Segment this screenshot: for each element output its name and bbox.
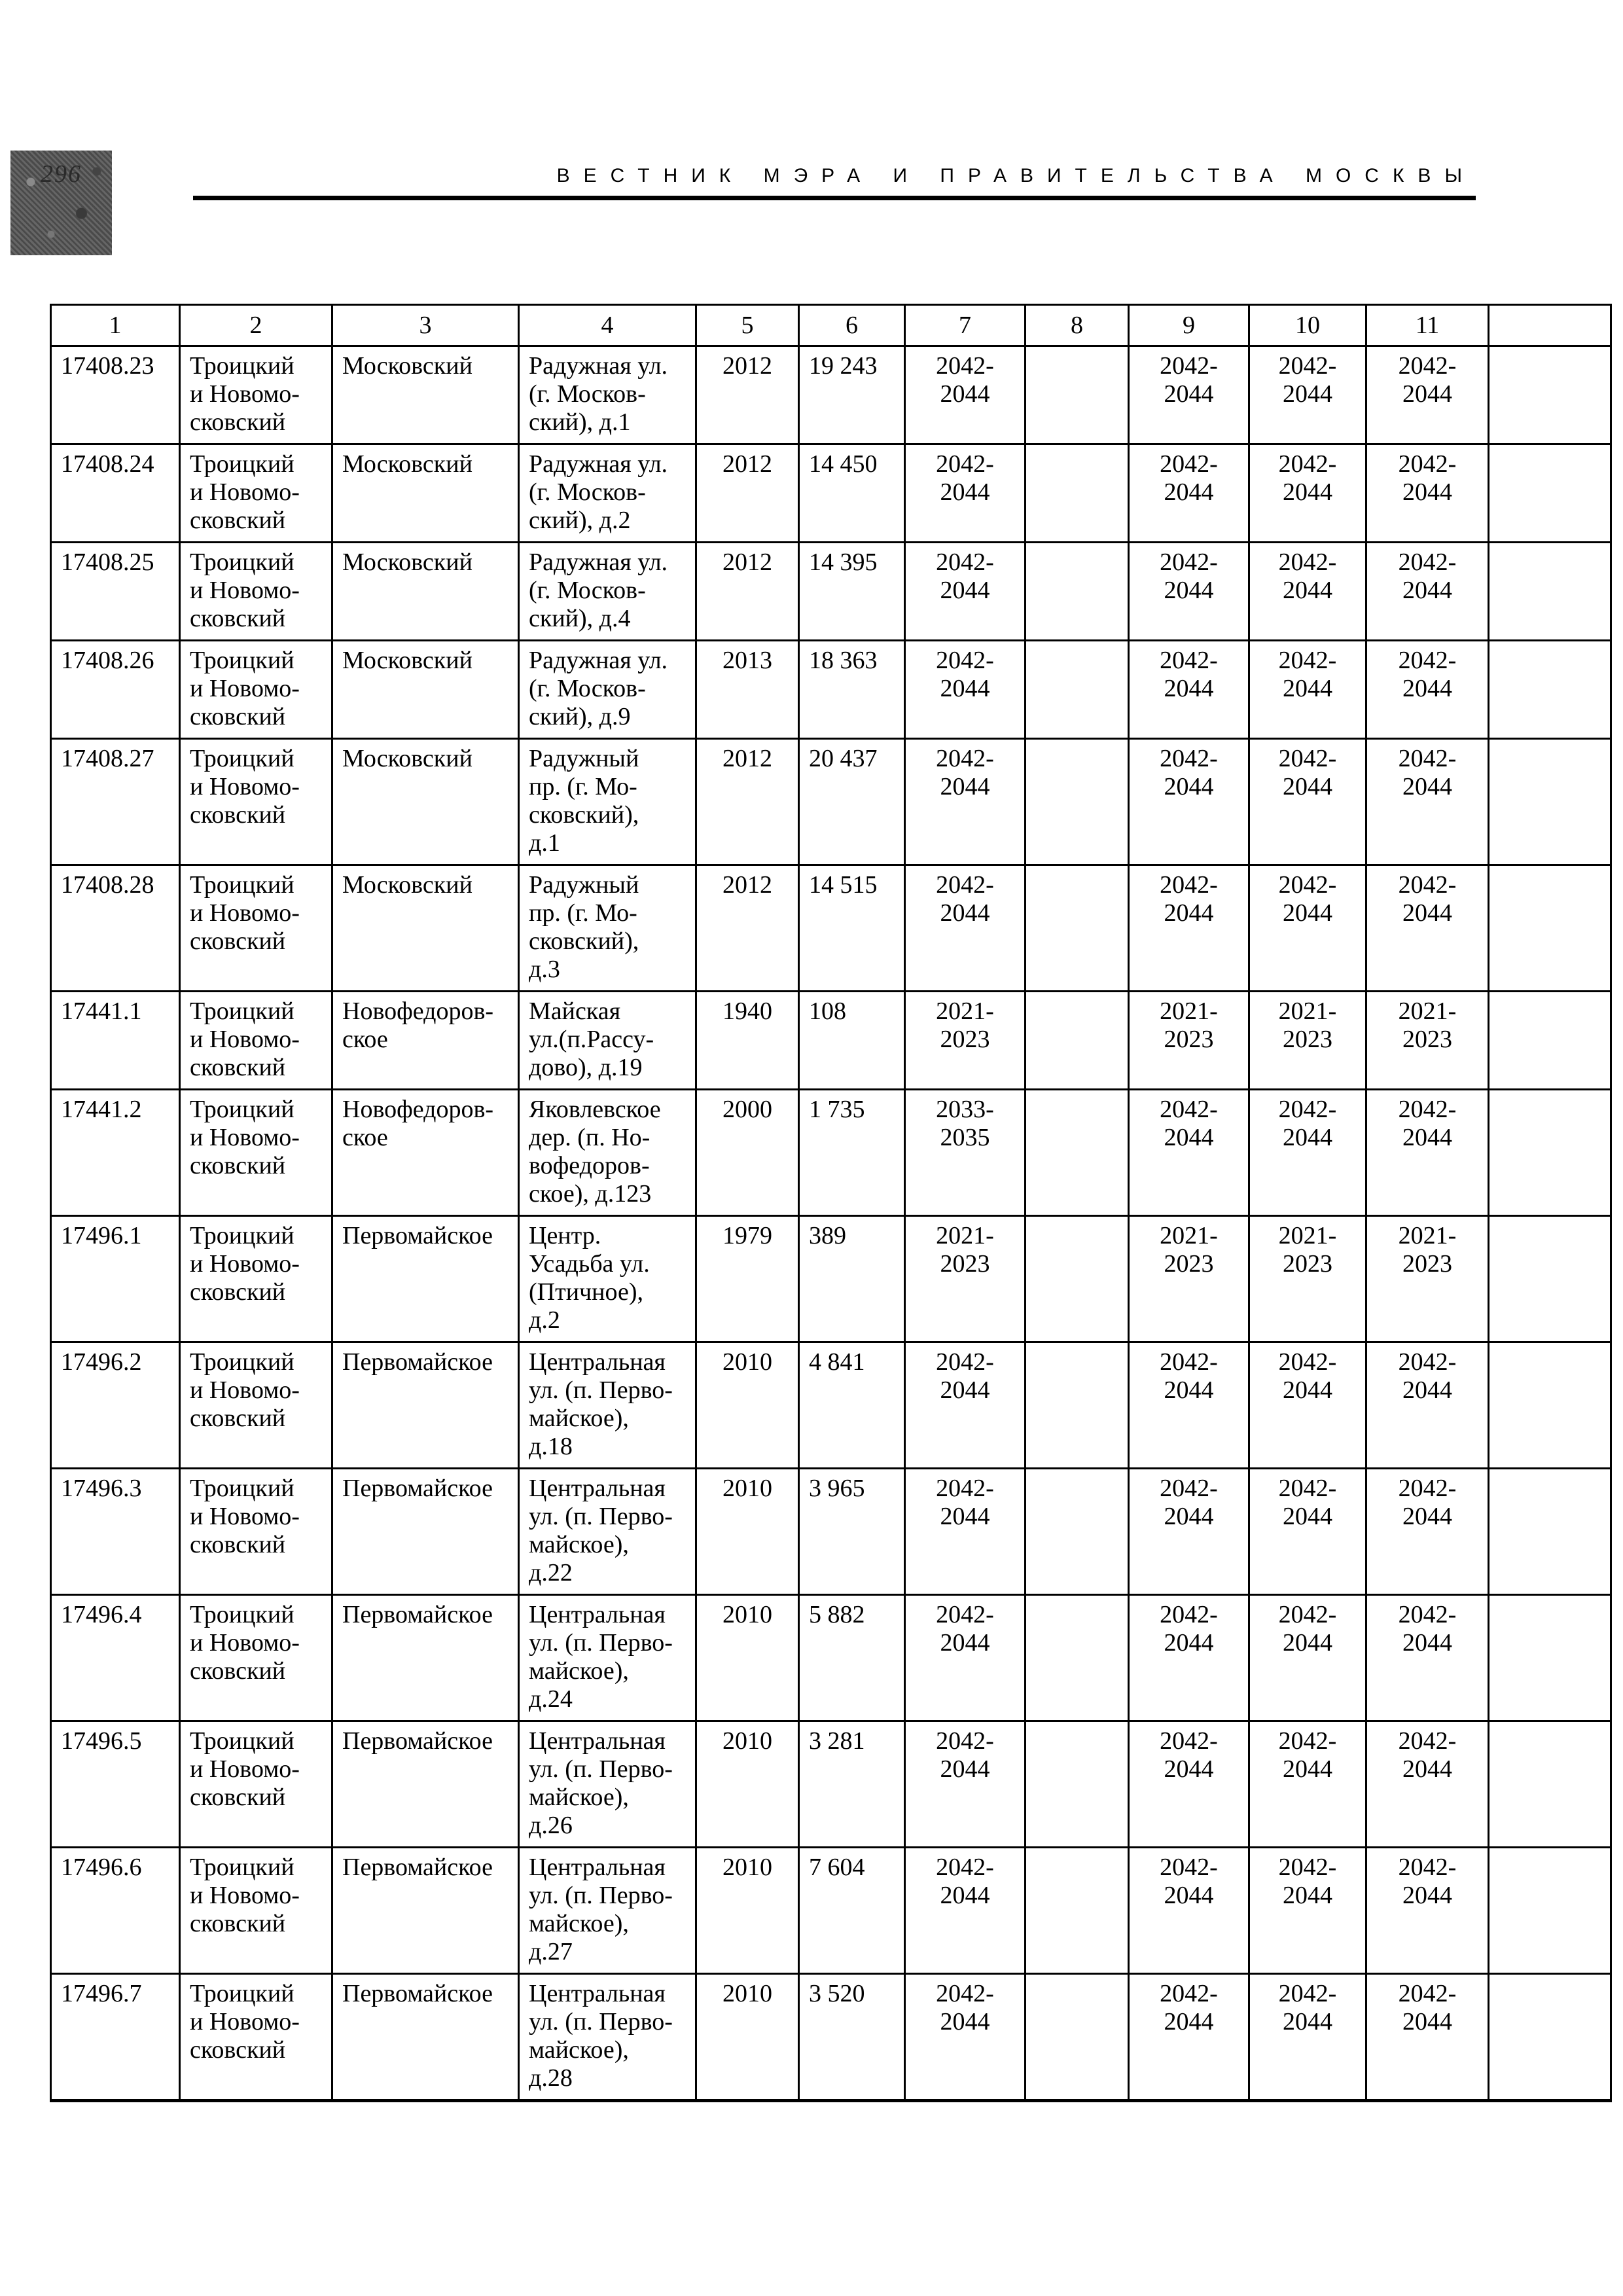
table-cell: 5 882 <box>799 1595 905 1721</box>
table-cell <box>1489 739 1611 865</box>
table-cell: 1940 <box>696 992 799 1090</box>
table-header <box>51 305 1611 346</box>
table-cell: 2042- 2044 <box>1249 641 1366 739</box>
table-cell <box>1026 1848 1129 1974</box>
table-cell: 108 <box>799 992 905 1090</box>
journal-title: ВЕСТНИК МЭРА И ПРАВИТЕЛЬСТВА МОСКВЫ <box>556 165 1476 187</box>
table-cell <box>1489 1469 1611 1595</box>
table-cell: Яковлевское дер. (п. Но- вофедоров- ское), д.123 <box>519 1090 696 1216</box>
table-cell: 2010 <box>696 1342 799 1469</box>
table-cell <box>1026 641 1129 739</box>
table-cell: 17441.2 <box>51 1090 180 1216</box>
table-cell: Центральная ул. (п. Перво- майское), д.26 <box>519 1721 696 1848</box>
table-cell: 20 437 <box>799 739 905 865</box>
table-cell <box>1026 543 1129 641</box>
table-cell <box>1026 1721 1129 1848</box>
table-cell: 2010 <box>696 1469 799 1595</box>
table-cell: 14 395 <box>799 543 905 641</box>
table-cell: 2021- 2023 <box>905 1216 1026 1342</box>
table-cell <box>1489 1595 1611 1721</box>
table-cell: Радужная ул. (г. Москов- ский), д.2 <box>519 444 696 543</box>
table-cell: Майская ул.(п.Рассу- дово), д.19 <box>519 992 696 1090</box>
table-cell: 2042- 2044 <box>1366 1848 1489 1974</box>
housing-schedule-table <box>50 304 1612 2102</box>
column-header: 6 <box>799 305 905 346</box>
table-cell: Троицкий и Новомо- сковский <box>180 992 332 1090</box>
table-cell: 2042- 2044 <box>1129 1595 1249 1721</box>
table-cell: 7 604 <box>799 1848 905 1974</box>
table-cell: 17496.6 <box>51 1848 180 1974</box>
table-cell: 2042- 2044 <box>1249 1848 1366 1974</box>
table-cell: Троицкий и Новомо- сковский <box>180 444 332 543</box>
table-cell <box>1026 992 1129 1090</box>
table-cell: Московский <box>332 739 519 865</box>
table-cell: 2021- 2023 <box>1366 992 1489 1090</box>
table-cell: 2042- 2044 <box>1249 1595 1366 1721</box>
table-cell: 2042- 2044 <box>1129 346 1249 444</box>
table-row <box>51 1090 1611 1216</box>
table-cell: Первомайское <box>332 1469 519 1595</box>
table-cell: 2012 <box>696 346 799 444</box>
table-cell: 3 281 <box>799 1721 905 1848</box>
table-cell: 17408.28 <box>51 865 180 992</box>
table-cell: Новофедоров- ское <box>332 992 519 1090</box>
table-cell: 2042- 2044 <box>1366 641 1489 739</box>
table-cell: 2042- 2044 <box>1249 1342 1366 1469</box>
table-cell: Троицкий и Новомо- сковский <box>180 1595 332 1721</box>
table-cell: Московский <box>332 543 519 641</box>
table-row <box>51 444 1611 543</box>
table-row <box>51 1469 1611 1595</box>
table-row <box>51 1848 1611 1974</box>
table-cell: Новофедоров- ское <box>332 1090 519 1216</box>
table-cell <box>1026 1216 1129 1342</box>
table-body <box>51 346 1611 2101</box>
table-cell: Троицкий и Новомо- сковский <box>180 1848 332 1974</box>
table-cell: 17408.26 <box>51 641 180 739</box>
header-row <box>51 305 1611 346</box>
table-cell: 14 515 <box>799 865 905 992</box>
table-cell: 2042- 2044 <box>1249 444 1366 543</box>
table-cell <box>1026 444 1129 543</box>
table-cell: 2012 <box>696 543 799 641</box>
table-cell <box>1489 543 1611 641</box>
table-cell: 2042- 2044 <box>1129 1469 1249 1595</box>
table-cell: 2042- 2044 <box>1249 1469 1366 1595</box>
table-cell: 2010 <box>696 1595 799 1721</box>
table-cell: 2042- 2044 <box>1366 543 1489 641</box>
table-cell: 2042- 2044 <box>1366 1974 1489 2101</box>
table-cell: 2042- 2044 <box>1366 865 1489 992</box>
table-cell: 17408.24 <box>51 444 180 543</box>
column-header <box>1489 305 1611 346</box>
table-cell: 2042- 2044 <box>1249 1974 1366 2101</box>
table-cell: 17408.23 <box>51 346 180 444</box>
table-cell <box>1026 739 1129 865</box>
table-cell: 2042- 2044 <box>1249 865 1366 992</box>
table-cell: Центральная ул. (п. Перво- майское), д.24 <box>519 1595 696 1721</box>
table-cell: 2042- 2044 <box>1366 1090 1489 1216</box>
table-cell: 2042- 2044 <box>905 444 1026 543</box>
table-cell: 2010 <box>696 1721 799 1848</box>
table-cell: Московский <box>332 641 519 739</box>
table-cell: 17408.27 <box>51 739 180 865</box>
table-cell: 2042- 2044 <box>1366 1469 1489 1595</box>
table-cell: 389 <box>799 1216 905 1342</box>
table-cell: Троицкий и Новомо- сковский <box>180 1469 332 1595</box>
table-row <box>51 865 1611 992</box>
table-cell: 2042- 2044 <box>1366 444 1489 543</box>
table-cell: Центр. Усадьба ул. (Птичное), д.2 <box>519 1216 696 1342</box>
table-cell: Радужный пр. (г. Мо- сковский), д.3 <box>519 865 696 992</box>
table-cell: 2042- 2044 <box>905 1721 1026 1848</box>
table-cell: 2042- 2044 <box>905 739 1026 865</box>
table-row <box>51 1721 1611 1848</box>
page-number: 296 <box>41 160 82 188</box>
table-cell <box>1026 1090 1129 1216</box>
table-cell: 2042- 2044 <box>1366 1342 1489 1469</box>
table-row <box>51 1342 1611 1469</box>
table-cell: 2042- 2044 <box>1129 1848 1249 1974</box>
table-cell: Радужная ул. (г. Москов- ский), д.4 <box>519 543 696 641</box>
table-cell: 2000 <box>696 1090 799 1216</box>
column-header: 3 <box>332 305 519 346</box>
table-cell: 2042- 2044 <box>1249 1090 1366 1216</box>
table-cell: 2013 <box>696 641 799 739</box>
table-row <box>51 992 1611 1090</box>
table-cell: Троицкий и Новомо- сковский <box>180 1090 332 1216</box>
table-cell: 2042- 2044 <box>1129 865 1249 992</box>
table-row <box>51 1216 1611 1342</box>
table-cell: Первомайское <box>332 1216 519 1342</box>
table-cell: 2042- 2044 <box>905 1469 1026 1595</box>
table-cell: 14 450 <box>799 444 905 543</box>
table-cell <box>1489 865 1611 992</box>
table-cell: 1979 <box>696 1216 799 1342</box>
column-header: 5 <box>696 305 799 346</box>
table-cell: Первомайское <box>332 1974 519 2101</box>
table-cell: 17496.4 <box>51 1595 180 1721</box>
table-cell <box>1026 346 1129 444</box>
table-cell: Московский <box>332 865 519 992</box>
table-cell: 2012 <box>696 865 799 992</box>
column-header: 9 <box>1129 305 1249 346</box>
table-cell: 18 363 <box>799 641 905 739</box>
table-cell <box>1026 1974 1129 2101</box>
table-cell: 2042- 2044 <box>1249 739 1366 865</box>
table-cell: 2042- 2044 <box>905 346 1026 444</box>
table-cell: 17496.1 <box>51 1216 180 1342</box>
table-cell: 17408.25 <box>51 543 180 641</box>
table-cell: 17496.5 <box>51 1721 180 1848</box>
table-cell: Троицкий и Новомо- сковский <box>180 1974 332 2101</box>
column-header: 8 <box>1026 305 1129 346</box>
table-cell: Троицкий и Новомо- сковский <box>180 641 332 739</box>
table-cell: Центральная ул. (п. Перво- майское), д.27 <box>519 1848 696 1974</box>
table-cell: Центральная ул. (п. Перво- майское), д.28 <box>519 1974 696 2101</box>
table-cell: 2021- 2023 <box>1249 992 1366 1090</box>
table-cell: 2010 <box>696 1974 799 2101</box>
table-cell: 2042- 2044 <box>1129 739 1249 865</box>
table-cell: 2010 <box>696 1848 799 1974</box>
table-cell: Радужный пр. (г. Мо- сковский), д.1 <box>519 739 696 865</box>
table-cell: 2012 <box>696 739 799 865</box>
table-cell: 1 735 <box>799 1090 905 1216</box>
table-cell: Московский <box>332 444 519 543</box>
table-cell: 17441.1 <box>51 992 180 1090</box>
table-cell: 2042- 2044 <box>905 1848 1026 1974</box>
table-cell: 2042- 2044 <box>1129 543 1249 641</box>
page-number-badge <box>10 151 112 255</box>
table-cell: 2042- 2044 <box>1129 1721 1249 1848</box>
table-cell <box>1026 1595 1129 1721</box>
table-cell: Первомайское <box>332 1342 519 1469</box>
table-row <box>51 1595 1611 1721</box>
table-cell: 17496.2 <box>51 1342 180 1469</box>
table-cell: Троицкий и Новомо- сковский <box>180 1216 332 1342</box>
column-header: 7 <box>905 305 1026 346</box>
table-cell: 2042- 2044 <box>905 1342 1026 1469</box>
table-cell: 2021- 2023 <box>1249 1216 1366 1342</box>
table-cell: Троицкий и Новомо- сковский <box>180 543 332 641</box>
table-cell: 4 841 <box>799 1342 905 1469</box>
table-cell <box>1026 865 1129 992</box>
table-row <box>51 641 1611 739</box>
table-cell: 2042- 2044 <box>1129 641 1249 739</box>
table-cell: 2042- 2044 <box>1366 346 1489 444</box>
table-cell: 17496.3 <box>51 1469 180 1595</box>
table-row <box>51 1974 1611 2101</box>
table-cell: 2042- 2044 <box>905 865 1026 992</box>
table-cell: 2042- 2044 <box>905 1595 1026 1721</box>
table-cell: 2012 <box>696 444 799 543</box>
column-header: 10 <box>1249 305 1366 346</box>
table-cell: 2042- 2044 <box>1129 1090 1249 1216</box>
column-header: 11 <box>1366 305 1489 346</box>
table-cell: 2042- 2044 <box>1366 1595 1489 1721</box>
table-cell: Первомайское <box>332 1595 519 1721</box>
table-cell <box>1489 346 1611 444</box>
table-cell: 2042- 2044 <box>1249 1721 1366 1848</box>
table-cell: Первомайское <box>332 1848 519 1974</box>
table-cell <box>1489 1090 1611 1216</box>
table-cell: 2042- 2044 <box>905 543 1026 641</box>
table-cell <box>1026 1342 1129 1469</box>
table-cell: 2033- 2035 <box>905 1090 1026 1216</box>
table-cell: 2021- 2023 <box>905 992 1026 1090</box>
table-cell: Троицкий и Новомо- сковский <box>180 1721 332 1848</box>
table-cell: 2042- 2044 <box>1366 1721 1489 1848</box>
table-cell <box>1026 1469 1129 1595</box>
table-row <box>51 346 1611 444</box>
table-cell: 2042- 2044 <box>1129 1342 1249 1469</box>
table-cell <box>1489 641 1611 739</box>
table-cell <box>1489 1848 1611 1974</box>
table-cell: 2042- 2044 <box>905 1974 1026 2101</box>
table-cell <box>1489 992 1611 1090</box>
table-cell <box>1489 1342 1611 1469</box>
table-cell: Троицкий и Новомо- сковский <box>180 1342 332 1469</box>
table-cell: 3 520 <box>799 1974 905 2101</box>
table-cell: 2042- 2044 <box>905 641 1026 739</box>
table-cell: 2042- 2044 <box>1129 1974 1249 2101</box>
table-cell <box>1489 444 1611 543</box>
table-cell <box>1489 1216 1611 1342</box>
table-cell: Радужная ул. (г. Москов- ский), д.9 <box>519 641 696 739</box>
table-cell: Троицкий и Новомо- сковский <box>180 865 332 992</box>
table-cell: 2042- 2044 <box>1366 739 1489 865</box>
table-row <box>51 543 1611 641</box>
table-cell: Троицкий и Новомо- сковский <box>180 739 332 865</box>
table-cell: Центральная ул. (п. Перво- майское), д.18 <box>519 1342 696 1469</box>
column-header: 2 <box>180 305 332 346</box>
table-cell: 3 965 <box>799 1469 905 1595</box>
table-cell <box>1489 1721 1611 1848</box>
table-cell: 19 243 <box>799 346 905 444</box>
table-cell: 2042- 2044 <box>1249 543 1366 641</box>
table-cell: 2042- 2044 <box>1249 346 1366 444</box>
table-cell: Радужная ул. (г. Москов- ский), д.1 <box>519 346 696 444</box>
table-cell: 2042- 2044 <box>1129 444 1249 543</box>
table-cell: 2021- 2023 <box>1129 1216 1249 1342</box>
table-cell <box>1489 1974 1611 2101</box>
column-header: 1 <box>51 305 180 346</box>
table-row <box>51 739 1611 865</box>
table-cell: 2021- 2023 <box>1129 992 1249 1090</box>
table-cell: Центральная ул. (п. Перво- майское), д.22 <box>519 1469 696 1595</box>
table-cell: Московский <box>332 346 519 444</box>
table-cell: 2021- 2023 <box>1366 1216 1489 1342</box>
table-cell: Троицкий и Новомо- сковский <box>180 346 332 444</box>
table-cell: 17496.7 <box>51 1974 180 2101</box>
column-header: 4 <box>519 305 696 346</box>
table-cell: Первомайское <box>332 1721 519 1848</box>
header-rule <box>193 196 1476 200</box>
